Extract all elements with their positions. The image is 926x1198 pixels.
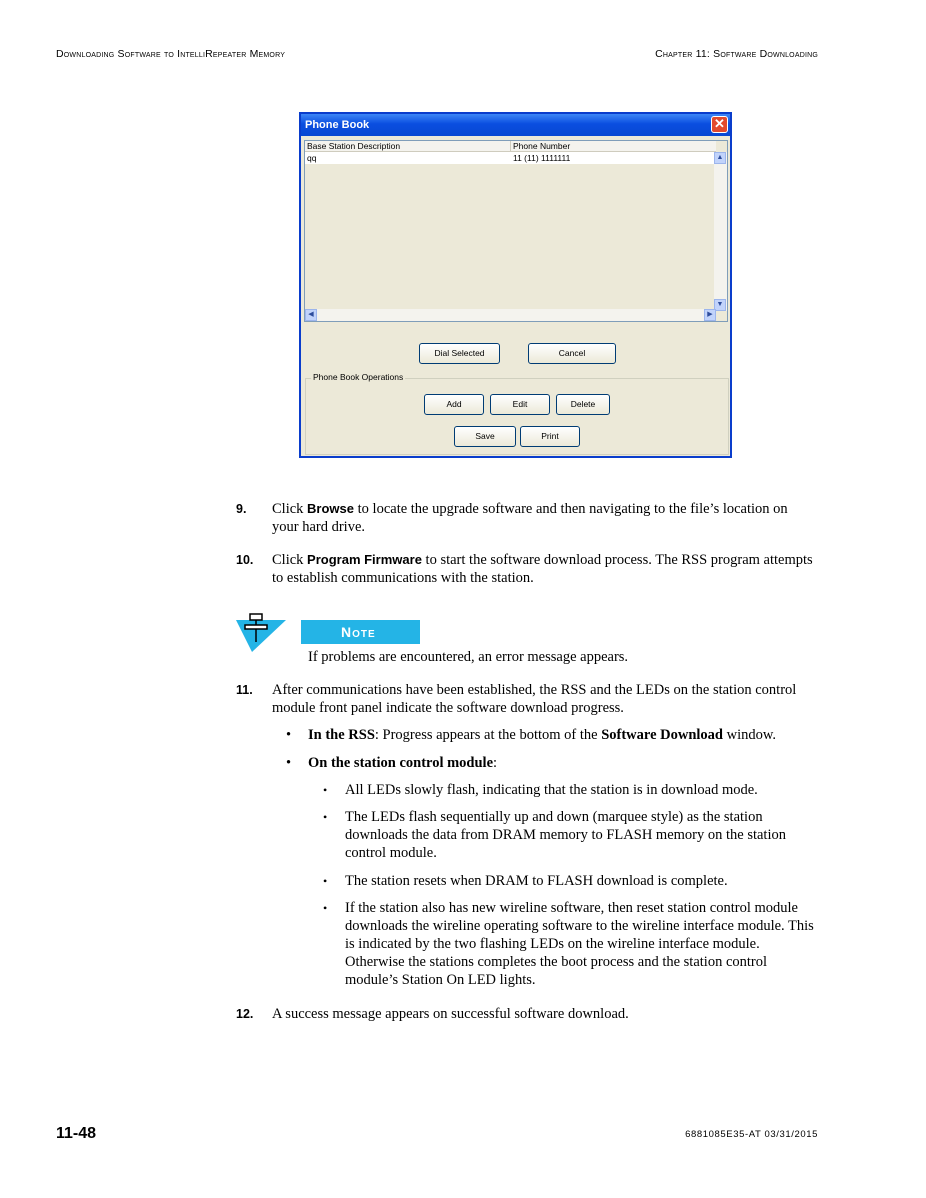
note-text: If problems are encountered, an error message appears. bbox=[308, 649, 629, 665]
step-number: 12. bbox=[236, 1007, 254, 1021]
bullet-icon: • bbox=[286, 727, 292, 743]
dialog-title-bar bbox=[301, 114, 730, 136]
scroll-right-icon[interactable]: ▶ bbox=[704, 309, 716, 321]
scroll-left-icon[interactable]: ◀ bbox=[305, 309, 317, 321]
cell-phone: 11 (11) 1111111 bbox=[513, 153, 571, 163]
cancel-button[interactable]: Cancel bbox=[528, 343, 616, 364]
bullet-icon: • bbox=[286, 755, 292, 771]
note-pin-icon bbox=[236, 612, 288, 654]
sub-bullet-icon: • bbox=[323, 783, 328, 797]
bullet-rss: In the RSS: Progress appears at the bottom of the Software Download window. bbox=[308, 727, 777, 743]
step-9-text: Click Browse to locate the upgrade software and then navigating to the file’s location on your hard drive. bbox=[272, 501, 788, 535]
column-header-description[interactable]: Base Station Description bbox=[305, 141, 511, 152]
edit-button[interactable]: Edit bbox=[490, 394, 550, 415]
running-header-left: Downloading Software to IntelliRepeater Memory bbox=[56, 48, 286, 60]
dialog-title: Phone Book bbox=[305, 119, 370, 131]
print-button[interactable]: Print bbox=[520, 426, 580, 447]
sub-bullet-icon: • bbox=[323, 874, 328, 888]
bullet-station-control: On the station control module: bbox=[308, 755, 498, 771]
delete-button[interactable]: Delete bbox=[556, 394, 610, 415]
page-number: 11-48 bbox=[56, 1125, 97, 1142]
phone-book-operations-group bbox=[305, 372, 729, 455]
running-header-right: Chapter 11: Software Downloading bbox=[655, 48, 818, 60]
phone-book-dialog bbox=[299, 112, 732, 458]
dial-selected-button[interactable]: Dial Selected bbox=[419, 343, 500, 364]
column-header-phone[interactable]: Phone Number bbox=[511, 141, 716, 152]
add-button[interactable]: Add bbox=[424, 394, 484, 415]
doc-id-date: 6881085E35-AT 03/31/2015 bbox=[685, 1129, 818, 1140]
close-icon[interactable]: ✕ bbox=[711, 116, 728, 133]
vertical-scrollbar[interactable] bbox=[714, 152, 727, 311]
sub-bullet-item: All LEDs slowly flash, indicating that the station is in download mode. bbox=[345, 782, 758, 798]
sub-bullet-item: The LEDs flash sequentially up and down (marquee style) as the station downloads the data from DRAM memory to FLASH memory on the station control module. bbox=[345, 809, 786, 861]
note-label: Note bbox=[301, 620, 420, 644]
browse-term: Browse bbox=[307, 501, 355, 516]
sub-bullet-item: The station resets when DRAM to FLASH download is complete. bbox=[345, 873, 728, 889]
sub-bullet-item: If the station also has new wireline software, then reset station control module downloads the wireline operating software to the wireline interface module. This is indicated by the two flashing LEDs on the wireline interface module. Otherwise the stations completes the boot process and the station control module’s Station On LED lights. bbox=[345, 900, 814, 988]
phone-book-table bbox=[304, 140, 728, 322]
sub-bullet-icon: • bbox=[323, 901, 328, 915]
save-button[interactable]: Save bbox=[454, 426, 516, 447]
step-number: 11. bbox=[236, 683, 253, 697]
cell-description: qq bbox=[307, 153, 317, 163]
step-10-text: Click Program Firmware to start the software download process. The RSS program attempts to establish communications with the station. bbox=[272, 552, 813, 586]
group-label: Phone Book Operations bbox=[313, 372, 404, 382]
scroll-up-icon[interactable]: ▲ bbox=[714, 152, 726, 164]
step-number: 10. bbox=[236, 553, 254, 567]
step-11-text: After communications have been established, the RSS and the LEDs on the station control module front panel indicate the software download progress. bbox=[272, 682, 797, 716]
scroll-down-icon[interactable]: ▼ bbox=[714, 299, 726, 311]
horizontal-scrollbar[interactable] bbox=[305, 309, 716, 321]
table-row[interactable] bbox=[305, 152, 716, 164]
step-number: 9. bbox=[236, 502, 247, 516]
sub-bullet-icon: • bbox=[323, 810, 328, 824]
program-firmware-term: Program Firmware bbox=[307, 552, 422, 567]
step-12-text: A success message appears on successful software download. bbox=[272, 1006, 629, 1022]
